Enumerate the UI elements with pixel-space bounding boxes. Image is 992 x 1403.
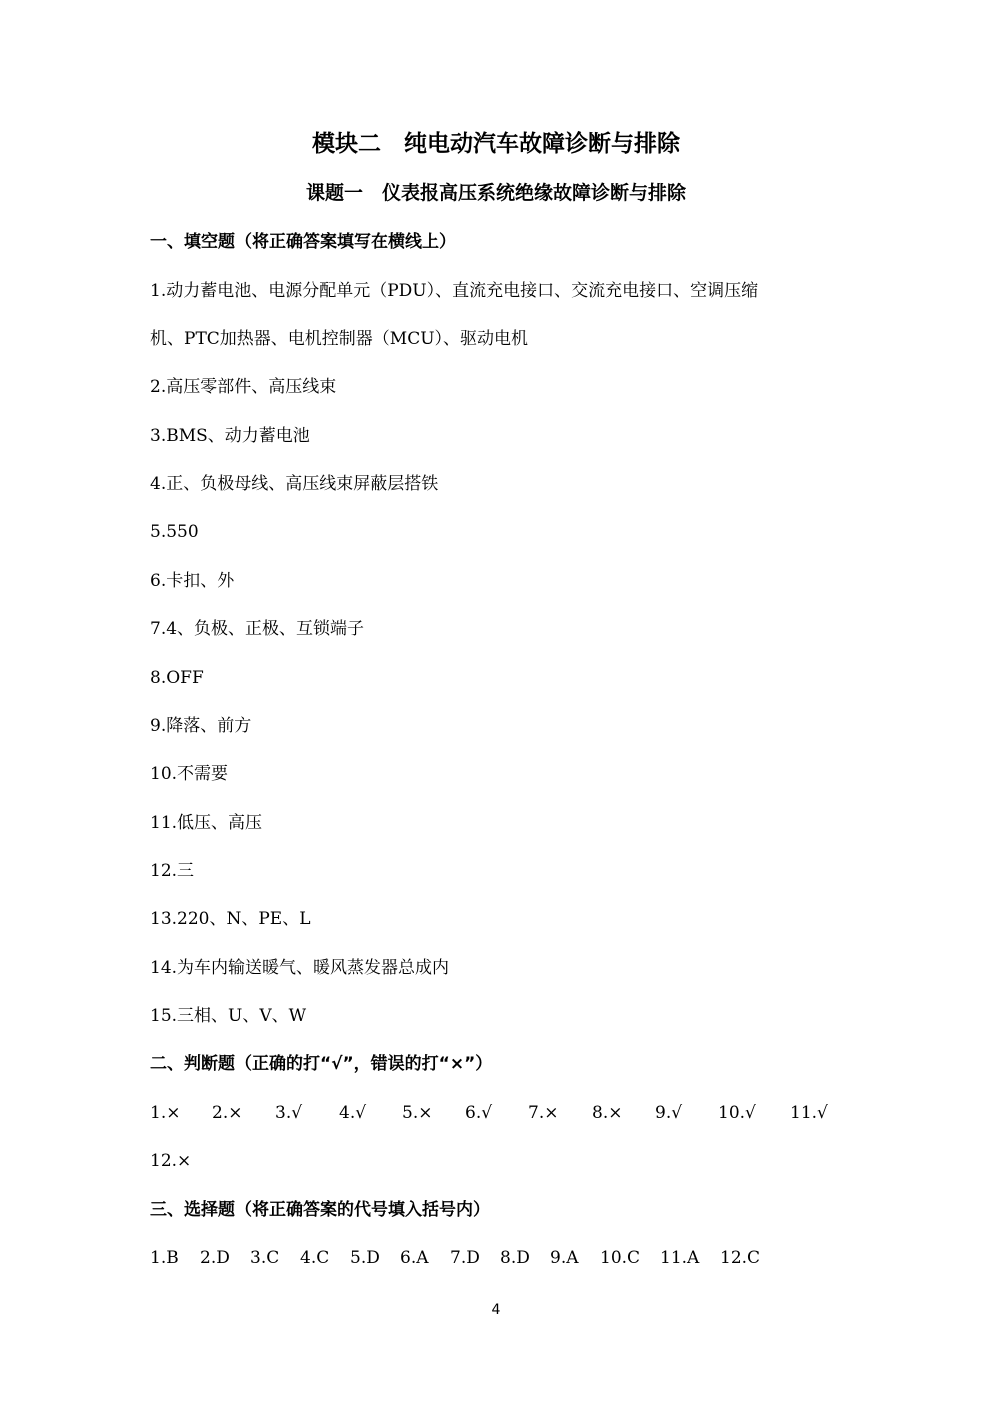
fill-blank-heading: 一、填空题（将正确答案填写在横线上） [150, 232, 456, 252]
multiple-choice-answer: 9.A [550, 1248, 579, 1268]
multiple-choice-answer: 6.A [400, 1248, 429, 1268]
true-false-heading: 二、判断题（正确的打“√”，错误的打“×”） [150, 1054, 493, 1074]
true-false-answer: 5.× [402, 1103, 433, 1123]
fill-blank-item-11: 11.低压、高压 [150, 813, 263, 833]
fill-blank-item-5: 5.550 [150, 522, 199, 542]
true-false-answer: 8.× [592, 1103, 623, 1123]
true-false-answer: 9.√ [655, 1103, 683, 1123]
multiple-choice-answer: 5.D [350, 1248, 380, 1268]
fill-blank-item-6: 6.卡扣、外 [150, 571, 235, 591]
multiple-choice-answer: 3.C [250, 1248, 280, 1268]
multiple-choice-answer: 12.C [720, 1248, 761, 1268]
true-false-answers-row [150, 1099, 870, 1127]
true-false-answer: 2.× [212, 1103, 243, 1123]
multiple-choice-answer: 7.D [450, 1248, 480, 1268]
multiple-choice-answer: 11.A [660, 1248, 700, 1268]
true-false-answers-row-2: 12.× [150, 1151, 192, 1171]
true-false-answer: 11.√ [790, 1103, 828, 1123]
multiple-choice-answers-row [150, 1244, 870, 1272]
multiple-choice-heading: 三、选择题（将正确答案的代号填入括号内） [150, 1200, 490, 1220]
multiple-choice-answer: 2.D [200, 1248, 230, 1268]
multiple-choice-answer: 1.B [150, 1248, 179, 1268]
true-false-answer: 3.√ [275, 1103, 303, 1123]
fill-blank-item-12: 12.三 [150, 861, 195, 881]
multiple-choice-answer: 4.C [300, 1248, 330, 1268]
fill-blank-item-2: 2.高压零部件、高压线束 [150, 377, 337, 397]
fill-blank-item-14: 14.为车内输送暖气、暖风蒸发器总成内 [150, 958, 450, 978]
multiple-choice-answer: 10.C [600, 1248, 641, 1268]
lesson-title: 课题一 仪表报高压系统绝缘故障诊断与排除 [305, 182, 686, 204]
true-false-answer: 10.√ [718, 1103, 756, 1123]
true-false-answer: 6.√ [465, 1103, 493, 1123]
fill-blank-item-4: 4.正、负极母线、高压线束屏蔽层搭铁 [150, 474, 439, 494]
fill-blank-item-8: 8.OFF [150, 668, 204, 688]
fill-blank-item-15: 15.三相、U、V、W [150, 1006, 307, 1026]
fill-blank-item-1-line-1: 1.动力蓄电池、电源分配单元（PDU）、直流充电接口、交流充电接口、空调压缩 [150, 281, 759, 301]
true-false-answer: 4.√ [339, 1103, 367, 1123]
fill-blank-item-10: 10.不需要 [150, 764, 229, 784]
fill-blank-item-9: 9.降落、前方 [150, 716, 252, 736]
page-number: 4 [491, 1302, 501, 1318]
true-false-answer: 1.× [150, 1103, 181, 1123]
fill-blank-item-1-line-2: 机、PTC加热器、电机控制器（MCU）、驱动电机 [150, 329, 529, 349]
fill-blank-item-7: 7.4、负极、正极、互锁端子 [150, 619, 365, 639]
true-false-answer: 7.× [528, 1103, 559, 1123]
multiple-choice-answer: 8.D [500, 1248, 530, 1268]
fill-blank-item-3: 3.BMS、动力蓄电池 [150, 426, 310, 446]
module-title: 模块二 纯电动汽车故障诊断与排除 [312, 131, 680, 157]
fill-blank-item-13: 13.220、N、PE、L [150, 909, 311, 929]
